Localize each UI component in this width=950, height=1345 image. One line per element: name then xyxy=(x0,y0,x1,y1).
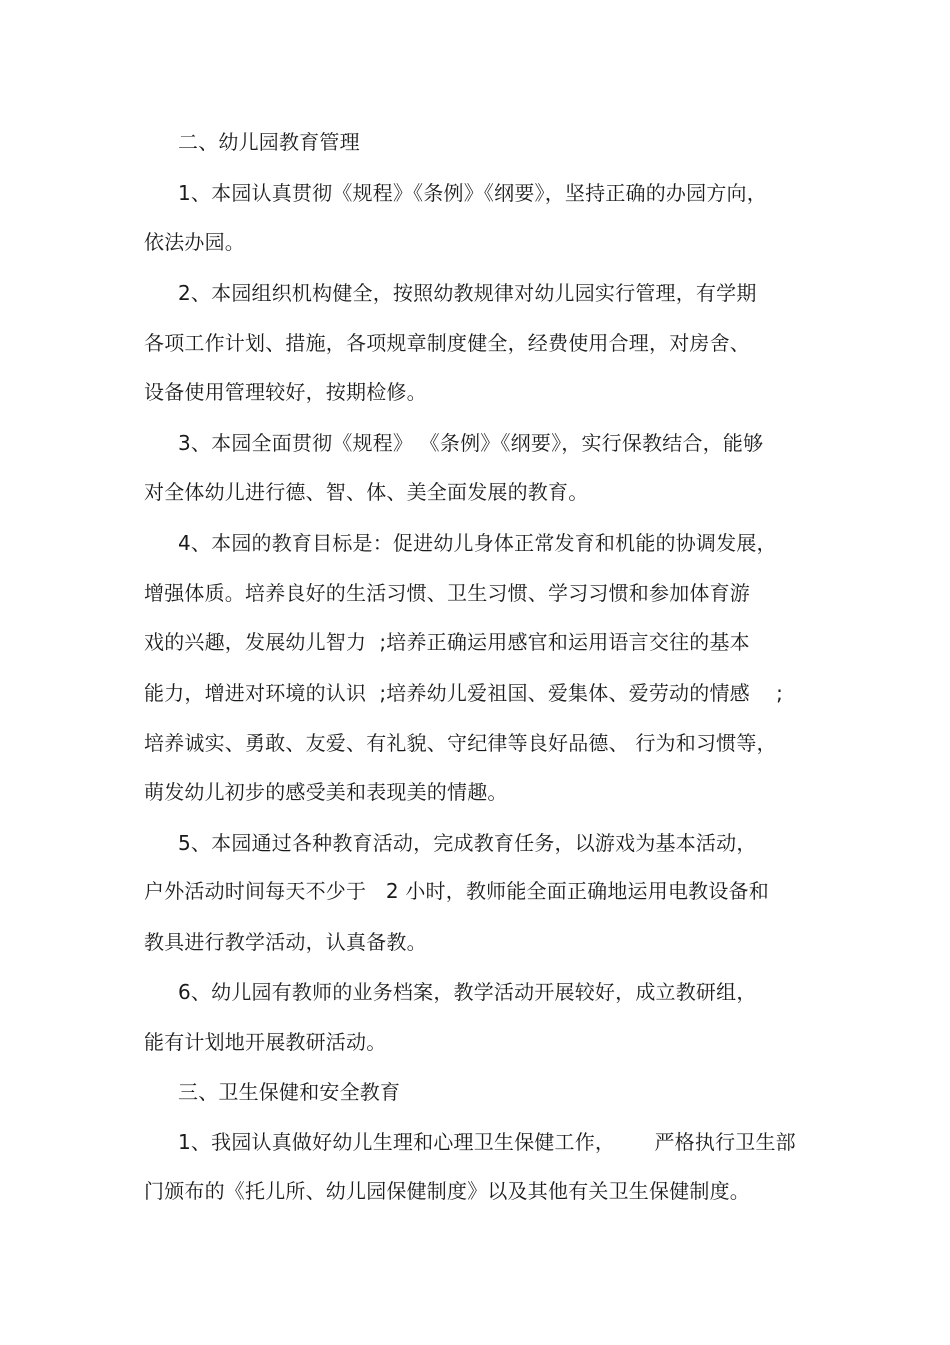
paragraph-line: 门颁布的《托儿所、幼儿园保健制度》以及其他有关卫生保健制度。 xyxy=(144,1179,750,1203)
paragraph-line: 能有计划地开展教研活动。 xyxy=(144,1030,387,1054)
paragraph-line: 1、我园认真做好幼儿生理和心理卫生保健工作， 严格执行卫生部 xyxy=(178,1130,796,1154)
paragraph-line: 能力，增进对环境的认识 ;培养幼儿爱祖国、爱集体、爱劳动的情感 ; xyxy=(144,681,784,705)
paragraph-line: 3、本园全面贯彻《规程》 《条例》《纲要》，实行保教结合，能够 xyxy=(178,431,764,455)
paragraph-line: 增强体质。培养良好的生活习惯、卫生习惯、学习习惯和参加体育游 xyxy=(144,581,750,605)
paragraph-line: 设备使用管理较好，按期检修。 xyxy=(144,380,427,404)
paragraph-line: 5、本园通过各种教育活动，完成教育任务，以游戏为基本活动， xyxy=(178,831,757,855)
section-heading-education-management: 二、幼儿园教育管理 xyxy=(178,130,360,154)
paragraph-line: 培养诚实、勇敢、友爱、有礼貌、守纪律等良好品德、 行为和习惯等， xyxy=(144,731,777,755)
paragraph-line: 萌发幼儿初步的感受美和表现美的情趣。 xyxy=(144,780,508,804)
paragraph-line: 2、本园组织机构健全，按照幼教规律对幼儿园实行管理，有学期 xyxy=(178,281,757,305)
paragraph-line: 户外活动时间每天不少于 2 小时，教师能全面正确地运用电教设备和 xyxy=(144,879,769,903)
paragraph-line: 6、幼儿园有教师的业务档案，教学活动开展较好，成立教研组， xyxy=(178,980,757,1004)
section-heading-health-safety: 三、卫生保健和安全教育 xyxy=(178,1080,401,1104)
paragraph-line: 依法办园。 xyxy=(144,230,245,254)
paragraph-line: 4、本园的教育目标是：促进幼儿身体正常发育和机能的协调发展， xyxy=(178,531,777,555)
paragraph-line: 对全体幼儿进行德、智、体、美全面发展的教育。 xyxy=(144,480,589,504)
paragraph-line: 1、本园认真贯彻《规程》《条例》《纲要》，坚持正确的办园方向， xyxy=(178,181,767,205)
paragraph-line: 戏的兴趣，发展幼儿智力 ;培养正确运用感官和运用语言交往的基本 xyxy=(144,630,750,654)
paragraph-line: 教具进行教学活动，认真备教。 xyxy=(144,930,427,954)
paragraph-line: 各项工作计划、措施，各项规章制度健全，经费使用合理，对房舍、 xyxy=(144,331,750,355)
